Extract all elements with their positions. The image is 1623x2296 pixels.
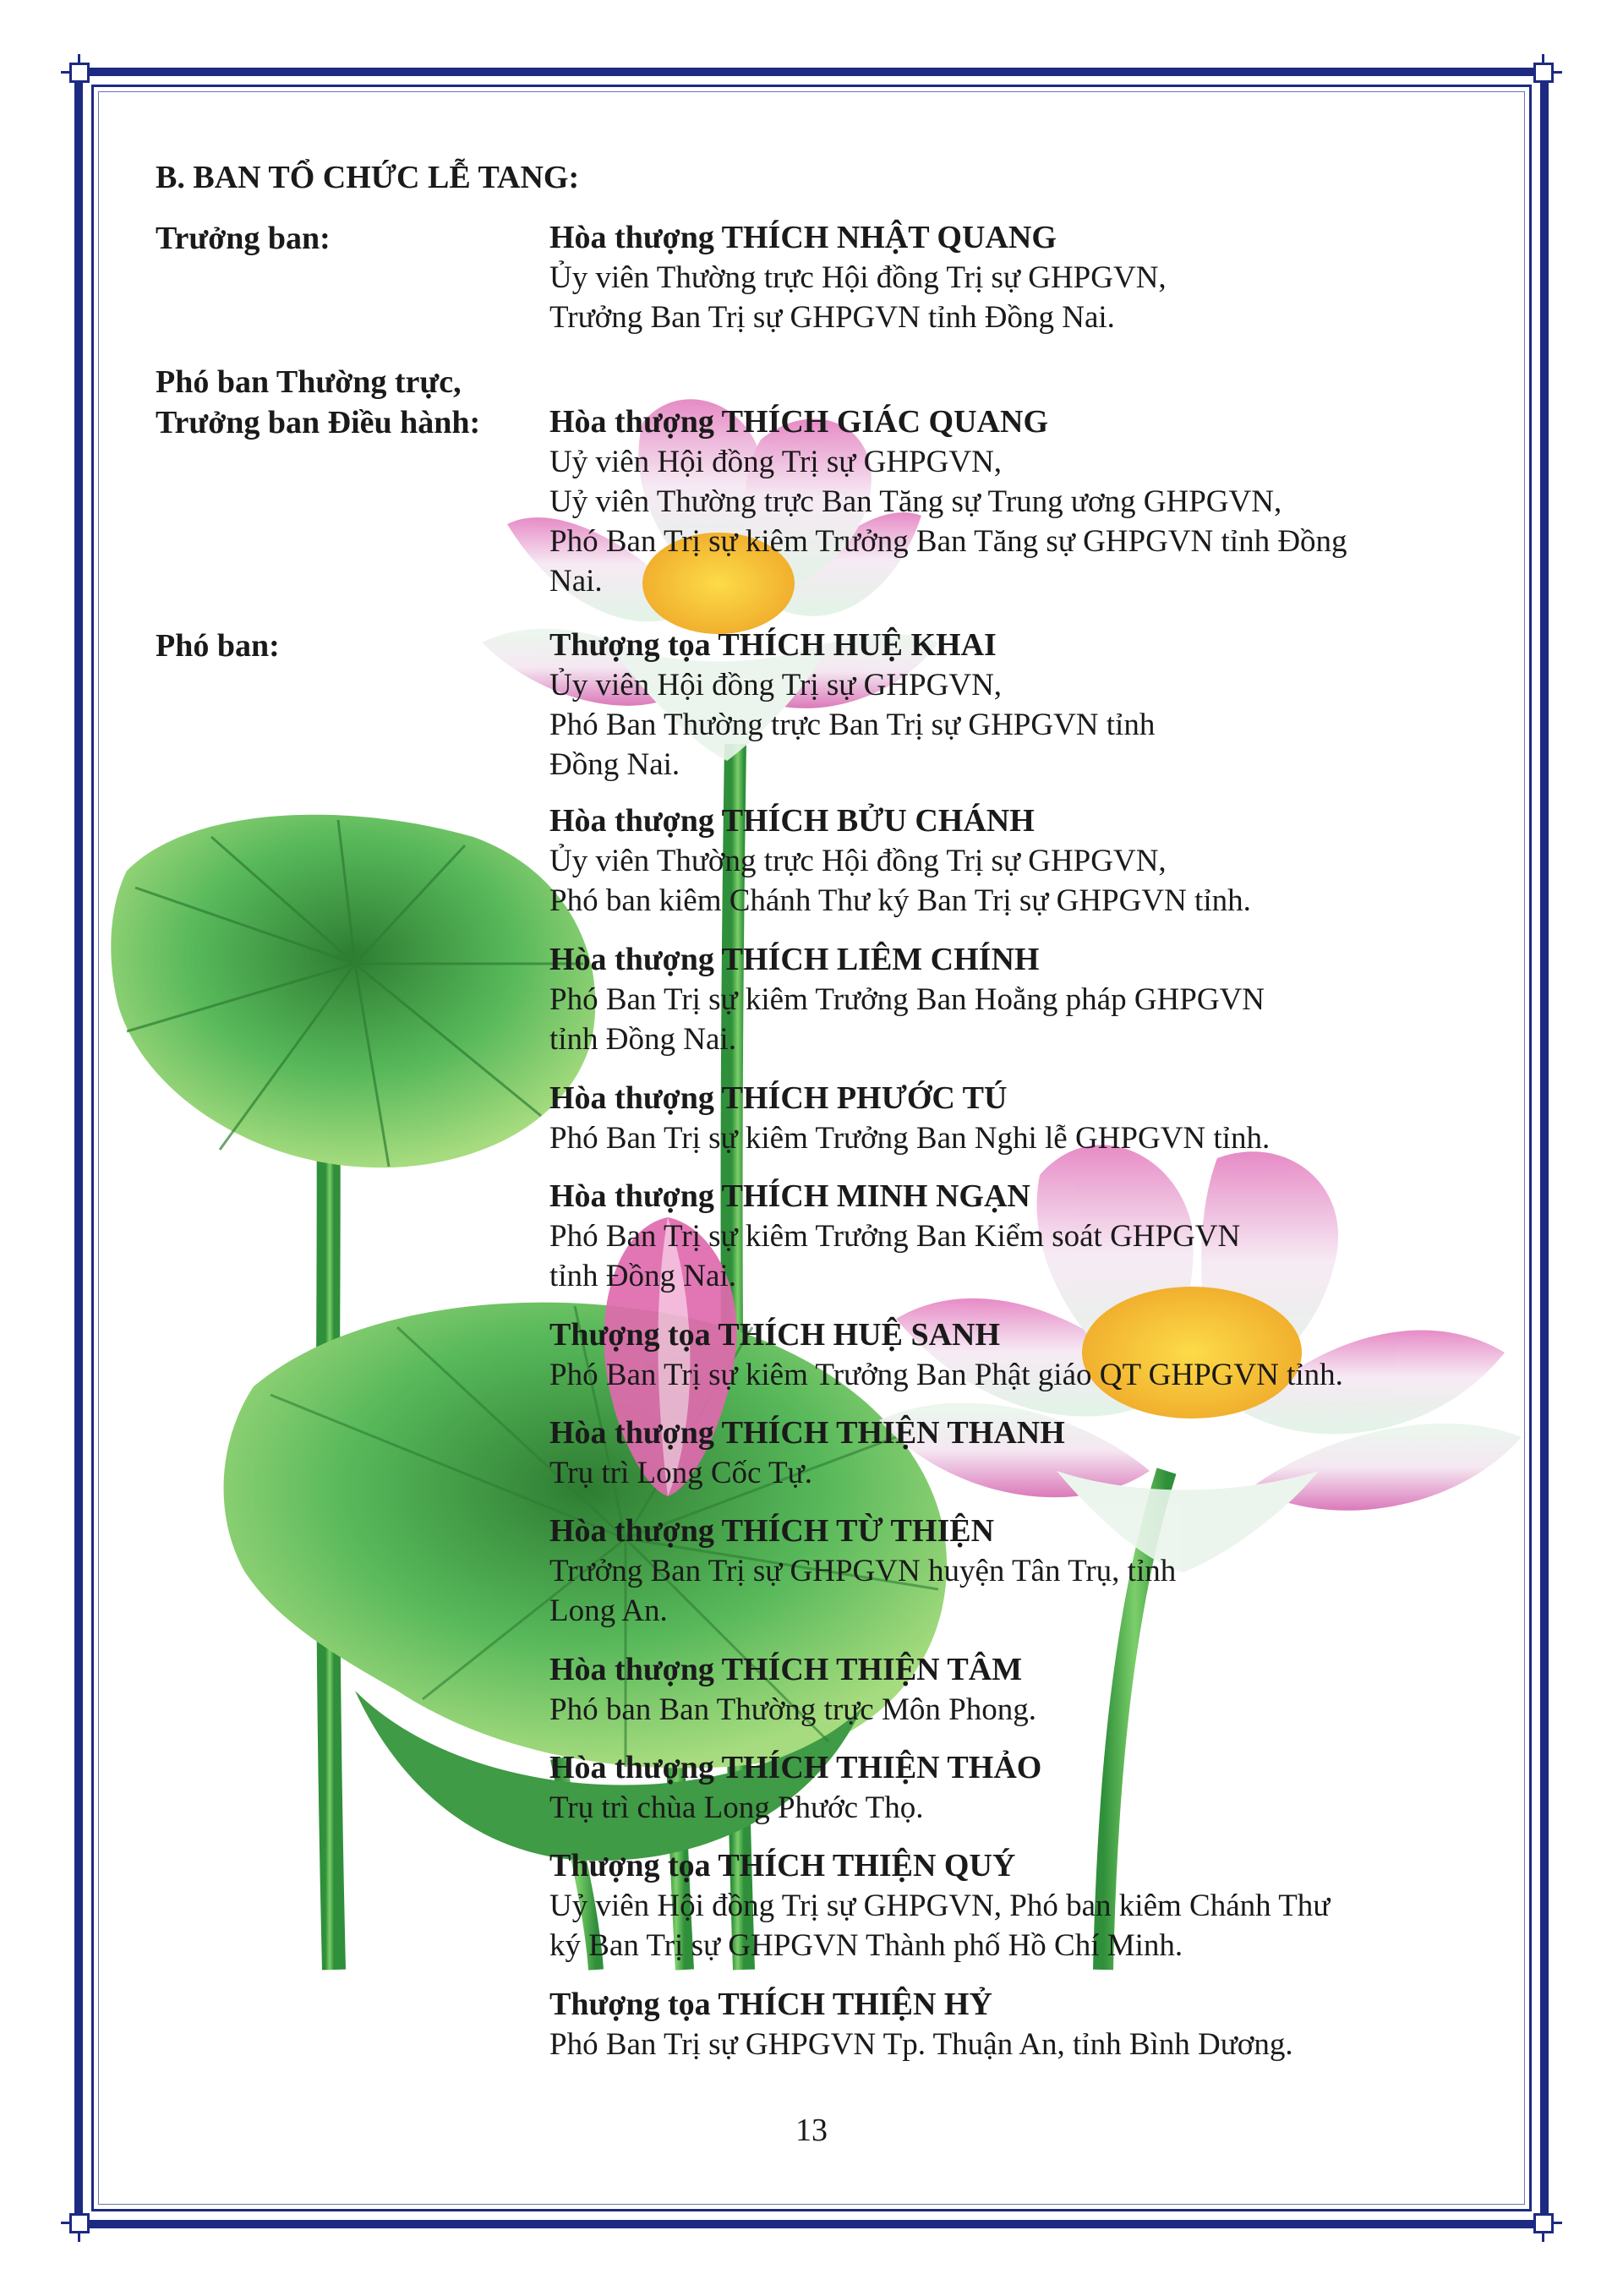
member-entry: [549, 1846, 1479, 1965]
member-entry: [549, 626, 1479, 784]
member-name: Hòa thượng THÍCH THIỆN THẢO: [549, 1750, 1042, 1785]
member-description: Ủy viên Hội đồng Trị sự GHPGVN, Phó Ban Thường trực Ban Trị sự GHPGVN tỉnh Đồng Nai.: [549, 668, 1156, 782]
member-name: Hòa thượng THÍCH GIÁC QUANG: [549, 404, 1049, 440]
member-description: Uỷ viên Hội đồng Trị sự GHPGVN, Phó ban kiêm Chánh Thư ký Ban Trị sự GHPGVN Thành phố Hồ Chí Minh.: [549, 1889, 1331, 1963]
member-description: Phó Ban Trị sự GHPGVN Tp. Thuận An, tỉnh Bình Dương.: [549, 2027, 1293, 2062]
member-description: Phó ban Ban Thường trực Môn Phong.: [549, 1692, 1036, 1727]
member-description: Phó Ban Trị sự kiêm Trưởng Ban Hoằng pháp GHPGVN tỉnh Đồng Nai.: [549, 982, 1265, 1057]
member-description: Trụ trì chùa Long Phước Thọ.: [549, 1790, 924, 1825]
member-name: Hòa thượng THÍCH LIÊM CHÍNH: [549, 942, 1040, 977]
member-name: Thượng tọa THÍCH HUỆ SANH: [549, 1317, 1001, 1353]
member-description: Trưởng Ban Trị sự GHPGVN huyện Tân Trụ, tỉnh Long An.: [549, 1554, 1177, 1628]
role-label-truong-ban: Trưởng ban:: [156, 221, 331, 256]
member-entry: [549, 801, 1479, 921]
member-entry: [549, 1079, 1479, 1158]
member-name: Hòa thượng THÍCH THIỆN THANH: [549, 1415, 1065, 1451]
member-description: Phó Ban Trị sự kiêm Trưởng Ban Kiểm soát GHPGVN tỉnh Đồng Nai.: [549, 1219, 1241, 1293]
member-description: Trụ trì Long Cốc Tự.: [549, 1456, 812, 1490]
member-name: Thượng tọa THÍCH THIỆN HỶ: [549, 1987, 992, 2022]
member-entry: [549, 1177, 1479, 1296]
section-title: B. BAN TỔ CHỨC LỄ TANG:: [156, 160, 580, 195]
member-entry: [549, 1413, 1479, 1493]
member-description: Phó Ban Trị sự kiêm Trưởng Ban Phật giáo QT GHPGVN tỉnh.: [549, 1358, 1343, 1392]
member-name: Hòa thượng THÍCH NHẬT QUANG: [549, 220, 1057, 255]
member-name: Hòa thượng THÍCH MINH NGẠN: [549, 1178, 1030, 1214]
member-name: Hòa thượng THÍCH TỪ THIỆN: [549, 1513, 995, 1549]
member-name: Thượng tọa THÍCH THIỆN QUÝ: [549, 1848, 1016, 1883]
member-entry: [549, 1650, 1479, 1730]
member-description: Phó Ban Trị sự kiêm Trưởng Ban Nghi lễ GHPGVN tỉnh.: [549, 1121, 1271, 1156]
role-label-pho-ban: Phó ban:: [156, 628, 280, 664]
member-description: Ủy viên Thường trực Hội đồng Trị sự GHPGVN, Trưởng Ban Trị sự GHPGVN tỉnh Đồng Nai.: [549, 260, 1167, 335]
member-entry: [549, 402, 1479, 601]
member-name: Hòa thượng THÍCH PHƯỚC TÚ: [549, 1080, 1008, 1116]
page-number: 13: [795, 2113, 828, 2148]
member-name: Hòa thượng THÍCH THIỆN TÂM: [549, 1652, 1023, 1687]
member-name: Hòa thượng THÍCH BỬU CHÁNH: [549, 803, 1035, 839]
role-label-truong-ban-dieu-hanh: Trưởng ban Điều hành:: [156, 405, 481, 440]
member-entry: [549, 1748, 1479, 1828]
member-entry: [549, 218, 1479, 337]
member-description: Uỷ viên Hội đồng Trị sự GHPGVN, Uỷ viên Thường trực Ban Tăng sự Trung ương GHPGVN, Phó Ban Trị sự kiêm Trưởng Ban Tăng sự GHPGVN tỉnh Đồng Nai.: [549, 445, 1347, 599]
role-label-pho-ban-thuong-truc: Phó ban Thường trực,: [156, 364, 462, 400]
member-name: Thượng tọa THÍCH HUỆ KHAI: [549, 627, 997, 663]
member-entry: [549, 1985, 1479, 2064]
member-entry: [549, 1512, 1479, 1631]
member-entry: [549, 1315, 1479, 1395]
member-entry: [549, 940, 1479, 1059]
member-description: Ủy viên Thường trực Hội đồng Trị sự GHPGVN, Phó ban kiêm Chánh Thư ký Ban Trị sự GHPGVN tỉnh.: [549, 844, 1251, 918]
